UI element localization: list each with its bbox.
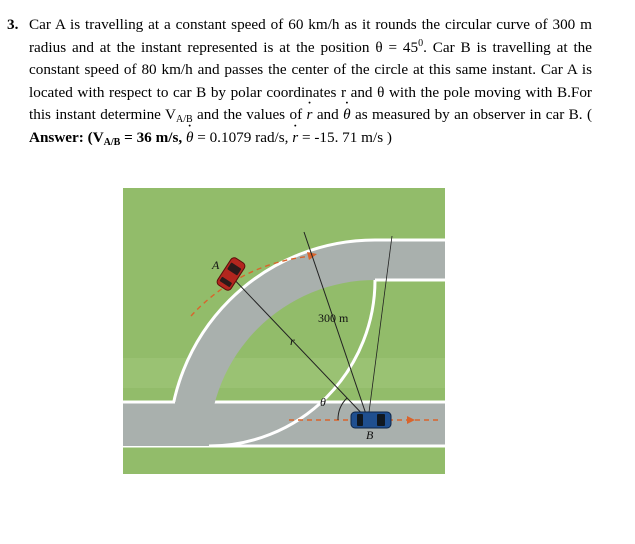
answer-r-value: = -15. 71 m/s ): [298, 128, 392, 146]
text-part-4: and: [312, 106, 344, 124]
problem-statement: [7, 14, 592, 150]
car-b: [351, 412, 391, 428]
car-b-windshield: [377, 414, 385, 426]
answer-theta-dot-symbol: · θ: [186, 127, 193, 150]
label-r: r: [290, 334, 295, 348]
curved-road-top-extension: [375, 240, 445, 280]
answer-v-value: = 36 m/s,: [120, 128, 186, 146]
text-part-1: Car A is travelling at a constant speed of 60 km/h as it rounds the circular curve of 300 m radius and at the instant represented is at the position θ = 45: [29, 16, 592, 56]
v-ab-subscript: A/B: [176, 114, 193, 126]
problem-text: [29, 14, 592, 150]
label-theta: θ: [320, 395, 326, 409]
car-b-rear-window: [357, 414, 363, 426]
text-part-2: . Car B is travelling at the constant speed of 80 km/h and passes the center of the circle at this same instant. Car A is located with respect to car B by polar coordinates r and θ with the pole moving with B.For this instant determine V: [29, 38, 593, 124]
r-dot-symbol: · r: [307, 104, 313, 127]
answer-v-open: (V: [83, 128, 104, 146]
label-radius-300m: 300 m: [318, 311, 349, 325]
road-diagram: [123, 188, 445, 474]
answer-r-dot-symbol: · r: [292, 127, 298, 150]
answer-label: Answer:: [29, 128, 84, 146]
label-car-a: A: [212, 258, 220, 272]
theta-dot-symbol: · θ: [343, 104, 350, 127]
grass-texture-band: [123, 358, 445, 388]
text-part-3: and the values of: [192, 106, 307, 124]
text-part-5: as measured by an observer in car B. (: [350, 106, 592, 124]
road-diagram-svg: [123, 188, 445, 474]
answer-v-subscript: A/B: [103, 136, 121, 148]
answer-theta-value: = 0.1079 rad/s,: [193, 128, 293, 146]
degree-superscript: 0: [418, 37, 424, 49]
label-car-b: B: [366, 428, 374, 442]
curved-road-left-extension: [123, 402, 209, 446]
problem-number: 3.: [7, 16, 19, 33]
